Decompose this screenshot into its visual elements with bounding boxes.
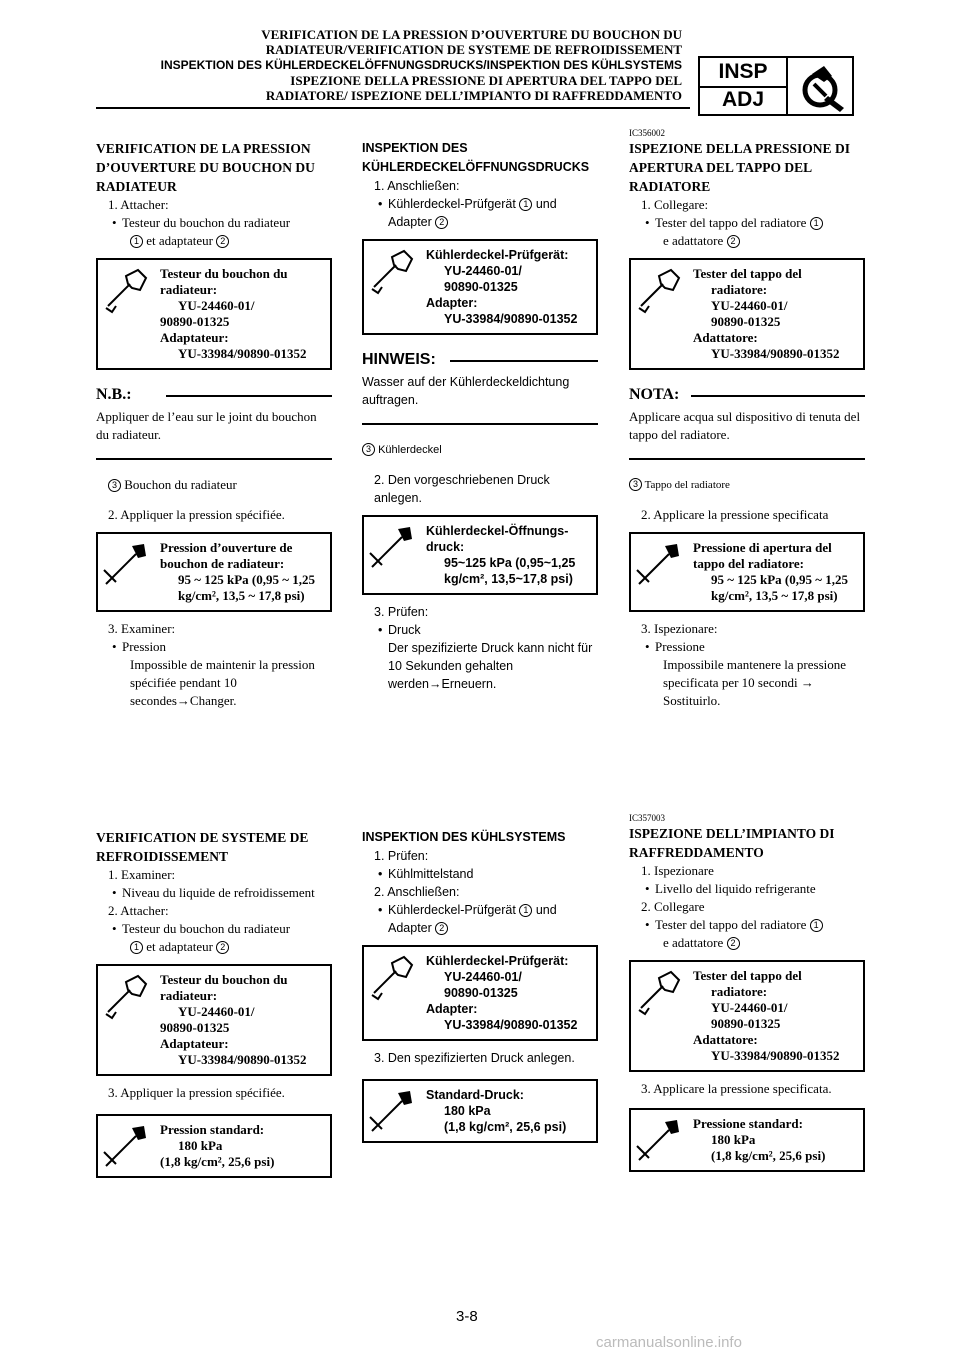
badge-adj: ADJ (721, 88, 764, 111)
box-line: YU-33984/90890-01352 (444, 1018, 578, 1032)
text: und (535, 197, 557, 211)
box-line: druck: (426, 540, 465, 554)
box-line: YU-24460-01/ (444, 264, 522, 278)
callout-2: 2 (435, 216, 448, 229)
step-1: 1. Attacher: (108, 197, 169, 212)
bullet-item: • Testeur du bouchon du radiateur (96, 214, 332, 232)
note-rule (450, 360, 598, 362)
box-line: 90890-01325 (444, 280, 518, 294)
bullet-item (629, 916, 865, 934)
header-line-5: RADIATORE/ ISPEZIONE DELL’IMPIANTO DI RAFFREDDAMENTO (265, 88, 682, 103)
bullet-continuation (362, 919, 598, 937)
header-rule (96, 107, 690, 109)
callout-3: 3 (629, 478, 642, 491)
box-line: Pressione di apertura del (693, 540, 832, 555)
spec-box (629, 1108, 865, 1172)
step-3: 3. Ispezionare: (641, 621, 718, 636)
spec-wrench-icon (368, 1087, 416, 1135)
box-line: Adapter: (426, 1002, 478, 1016)
wrench-icon (102, 972, 150, 1020)
bullet-continuation (96, 938, 332, 956)
box-line: YU-24460-01/ (444, 970, 522, 984)
tool-box (96, 964, 332, 1076)
spec-box (96, 532, 332, 612)
box-line: Tester del tappo del (693, 266, 802, 281)
box-line: kg/cm², 13,5 ~ 17,8 psi) (711, 588, 838, 603)
box-line: radiatore: (711, 282, 768, 297)
text: e adattatore (663, 935, 724, 950)
callout-2: 2 (435, 922, 448, 935)
box-line: 90890-01325 (711, 314, 781, 329)
box-line: Adattatore: (693, 1032, 758, 1047)
tool-box (362, 239, 598, 335)
box-line: tappo del radiatore: (693, 556, 804, 571)
step-3: 3. Appliquer la pression spécifiée. (108, 1085, 285, 1100)
note-rule (691, 395, 865, 397)
box-line: Kühlerdeckel-Prüfgerät: (426, 954, 569, 968)
spec-wrench-icon (368, 523, 416, 571)
header-line-3: INSPEKTION DES KÜHLERDECKELÖFFNUNGSDRUCKS/INSPEKTION DES KÜHLSYSTEMS (160, 58, 682, 72)
bullet-continuation: Impossibile mantenere la pressione specificata per 10 secondi → Sostituirlo. (663, 657, 847, 708)
fr-cap-pressure-section (96, 139, 332, 710)
de-cooling-system-section (362, 828, 598, 1151)
bullet-item: • Kühlmittelstand (362, 865, 598, 883)
caption-text: Tappo del radiatore (644, 479, 730, 491)
it-cooling-system-section (629, 813, 865, 1180)
box-line: 90890-01325 (711, 1016, 781, 1031)
spec-box (362, 515, 598, 595)
box-line: YU-24460-01/ (711, 1000, 788, 1015)
step-1: 1. Examiner: (108, 867, 176, 882)
step-2: 2. Appliquer la pression spécifiée. (108, 507, 285, 522)
bullet-continuation (629, 232, 865, 250)
text: und (535, 903, 557, 917)
bullet-continuation (629, 934, 865, 952)
note-title: HINWEIS: (362, 351, 436, 368)
spec-wrench-icon (635, 1116, 683, 1164)
note-end-rule (362, 423, 598, 425)
note-heading (629, 382, 865, 408)
step-3: 3. Examiner: (108, 621, 176, 636)
step-2: 2. Anschließen: (374, 885, 460, 899)
wrench-icon (635, 968, 683, 1016)
step-1: 1. Prüfen: (374, 849, 429, 863)
text: Adapter (388, 215, 432, 229)
note-end-rule (96, 458, 332, 460)
spec-box (362, 1079, 598, 1143)
box-line: Adaptateur: (160, 1036, 229, 1051)
box-line: Standard-Druck: (426, 1088, 524, 1102)
box-line: radiatore: (711, 984, 768, 999)
callout-3: 3 (362, 443, 375, 456)
caption-text: Bouchon du radiateur (124, 477, 237, 492)
section-code: IC357003 (629, 813, 665, 823)
box-line: YU-24460-01/ (178, 1004, 255, 1019)
bullet-item (362, 195, 598, 213)
watermark: carmanualsonline.info (596, 1334, 742, 1351)
wrench-icon (635, 266, 683, 314)
text: Adapter (388, 921, 432, 935)
text: Kühlerdeckel-Prüfgerät (388, 903, 516, 917)
box-line: 90890-01325 (444, 986, 518, 1000)
callout-1: 1 (810, 217, 823, 230)
text: Tester del tappo del radiatore (655, 215, 807, 230)
box-line: 95 ~ 125 kPa (0,95 ~ 1,25 (711, 572, 849, 587)
box-line: (1,8 kg/cm², 25,6 psi) (711, 1148, 826, 1163)
badge-divider (786, 58, 788, 114)
box-line: Pressione standard: (693, 1116, 803, 1131)
note-title: NOTA: (629, 386, 680, 403)
spec-box (629, 532, 865, 612)
text: Kühlerdeckel-Prüfgerät (388, 197, 516, 211)
step-2: 2. Applicare la pressione specificata (641, 507, 829, 522)
section-title: VERIFICATION DE SYSTEME DE REFROIDISSEMENT (96, 830, 309, 864)
section-title: ISPEZIONE DELLA PRESSIONE DI APERTURA DEL TAPPO DEL RADIATORE (629, 141, 850, 194)
note-text: Appliquer de l’eau sur le joint du bouchon du radiateur. (96, 409, 317, 442)
callout-1: 1 (130, 235, 143, 248)
bullet-item: • Druck (362, 621, 598, 639)
page-number: 3-8 (456, 1308, 478, 1325)
box-line: 90890-01325 (160, 1020, 230, 1035)
box-line: (1,8 kg/cm², 25,6 psi) (160, 1154, 275, 1169)
wrench-gauge-icon (794, 62, 850, 112)
bullet-item (629, 214, 865, 232)
box-line: Tester del tappo del (693, 968, 802, 983)
box-line: YU-33984/90890-01352 (711, 1048, 840, 1063)
box-line: kg/cm², 13,5 ~ 17,8 psi) (178, 588, 305, 603)
tool-box (629, 258, 865, 370)
note-end-rule (629, 458, 865, 460)
box-line: Adattatore: (693, 330, 758, 345)
bullet-item: • Testeur du bouchon du radiateur (96, 920, 332, 938)
box-line: YU-33984/90890-01352 (711, 346, 840, 361)
section-title: ISPEZIONE DELL’IMPIANTO DI RAFFREDDAMENTO (629, 826, 835, 860)
box-line: Kühlerdeckel-Öffnungs- (426, 524, 569, 538)
callout-1: 1 (519, 198, 532, 211)
box-line: Kühlerdeckel-Prüfgerät: (426, 248, 569, 262)
box-line: 180 kPa (178, 1138, 223, 1153)
bullet-continuation (362, 213, 598, 231)
callout-2: 2 (727, 937, 740, 950)
de-cap-pressure-section (362, 139, 598, 693)
bullet-continuation: Der spezifizierte Druck kann nicht für 10 Sekunden gehalten werden→Erneuern. (388, 641, 593, 691)
bullet-item: • Pression (96, 638, 332, 656)
note-text: Applicare acqua sul dispositivo di tenuta del tappo del radiatore. (629, 409, 861, 442)
box-line: radiateur: (160, 988, 218, 1003)
box-line: kg/cm², 13,5~17,8 psi) (444, 572, 573, 586)
note-heading (96, 382, 332, 408)
note-rule (166, 395, 332, 397)
step-2: 2. Den vorgeschriebenen Druck anlegen. (374, 473, 550, 505)
spec-wrench-icon (635, 540, 683, 588)
box-line: Adaptateur: (160, 330, 229, 345)
text: et adaptateur (146, 233, 214, 248)
box-line: YU-33984/90890-01352 (444, 312, 578, 326)
caption (629, 476, 865, 494)
text: e adattatore (663, 233, 724, 248)
callout-1: 1 (519, 904, 532, 917)
section-title: INSPEKTION DES KÜHLERDECKELÖFFNUNGSDRUCKS (362, 141, 590, 174)
header-line-4: ISPEZIONE DELLA PRESSIONE DI APERTURA DEL TAPPO DEL (290, 73, 682, 88)
callout-3: 3 (108, 479, 121, 492)
tool-box (629, 960, 865, 1072)
caption (96, 476, 332, 494)
step-3: 3. Applicare la pressione specificata. (641, 1081, 832, 1096)
step-1: 1. Anschließen: (374, 179, 460, 193)
note-text: Wasser auf der Kühlerdeckeldichtung auftragen. (362, 375, 570, 407)
callout-2: 2 (216, 235, 229, 248)
bullet-item: • Livello del liquido refrigerante (629, 880, 865, 898)
box-line: Pression standard: (160, 1122, 265, 1137)
box-line: 95~125 kPa (0,95~1,25 (444, 556, 576, 570)
header-line-1: VERIFICATION DE LA PRESSION D’OUVERTURE DU BOUCHON DU (261, 27, 682, 42)
section-badge (698, 56, 854, 116)
bullet-continuation: Impossible de maintenir la pression spécifiée pendant 10 secondes→Changer. (130, 657, 315, 708)
step-2: 2. Collegare (641, 899, 705, 914)
note-title: N.B.: (96, 386, 132, 403)
step-1: 1. Collegare: (641, 197, 709, 212)
badge-insp: INSP (700, 58, 786, 88)
header-line-2: RADIATEUR/VERIFICATION DE SYSTEME DE REFROIDISSEMENT (265, 42, 682, 57)
box-line: 180 kPa (444, 1104, 491, 1118)
box-line: Adapter: (426, 296, 478, 310)
bullet-item: • Pressione (629, 638, 865, 656)
bullet-item: • Niveau du liquide de refroidissement (96, 884, 332, 902)
section-title: INSPEKTION DES KÜHLSYSTEMS (362, 830, 566, 844)
box-line: YU-24460-01/ (178, 298, 255, 313)
wrench-icon (102, 266, 150, 314)
box-line: bouchon de radiateur: (160, 556, 285, 571)
spec-box (96, 1114, 332, 1178)
box-line: 95 ~ 125 kPa (0,95 ~ 1,25 (178, 572, 316, 587)
step-3: 3. Prüfen: (374, 605, 429, 619)
box-line: Pression d’ouverture de (160, 540, 293, 555)
it-cap-pressure-section (629, 128, 865, 710)
wrench-icon (368, 247, 416, 295)
bullet-continuation (96, 232, 332, 250)
section-title: VERIFICATION DE LA PRESSION D’OUVERTURE DU BOUCHON DU RADIATEUR (96, 141, 315, 194)
box-line: radiateur: (160, 282, 218, 297)
wrench-icon (368, 953, 416, 1001)
box-line: 90890-01325 (160, 314, 230, 329)
note-heading (362, 347, 598, 373)
fr-cooling-system-section (96, 828, 332, 1186)
box-line: YU-33984/90890-01352 (178, 346, 307, 361)
tool-box (362, 945, 598, 1041)
step-2: 2. Attacher: (108, 903, 169, 918)
box-line: YU-33984/90890-01352 (178, 1052, 307, 1067)
box-line: (1,8 kg/cm², 25,6 psi) (444, 1120, 567, 1134)
spec-wrench-icon (102, 1122, 150, 1170)
callout-2: 2 (727, 235, 740, 248)
box-line: Testeur du bouchon du (160, 972, 288, 987)
box-line: 180 kPa (711, 1132, 756, 1147)
section-code: IC356002 (629, 128, 665, 138)
step-3: 3. Den spezifizierten Druck anlegen. (374, 1051, 575, 1065)
bullet-item (362, 901, 598, 919)
box-line: Testeur du bouchon du (160, 266, 288, 281)
box-line: YU-24460-01/ (711, 298, 788, 313)
callout-1: 1 (130, 941, 143, 954)
callout-2: 2 (216, 941, 229, 954)
spec-wrench-icon (102, 540, 150, 588)
text: Tester del tappo del radiatore (655, 917, 807, 932)
caption (362, 441, 598, 459)
step-1: 1. Ispezionare (641, 863, 714, 878)
tool-box (96, 258, 332, 370)
callout-1: 1 (810, 919, 823, 932)
caption-text: Kühlerdeckel (378, 444, 442, 456)
text: et adaptateur (146, 939, 214, 954)
